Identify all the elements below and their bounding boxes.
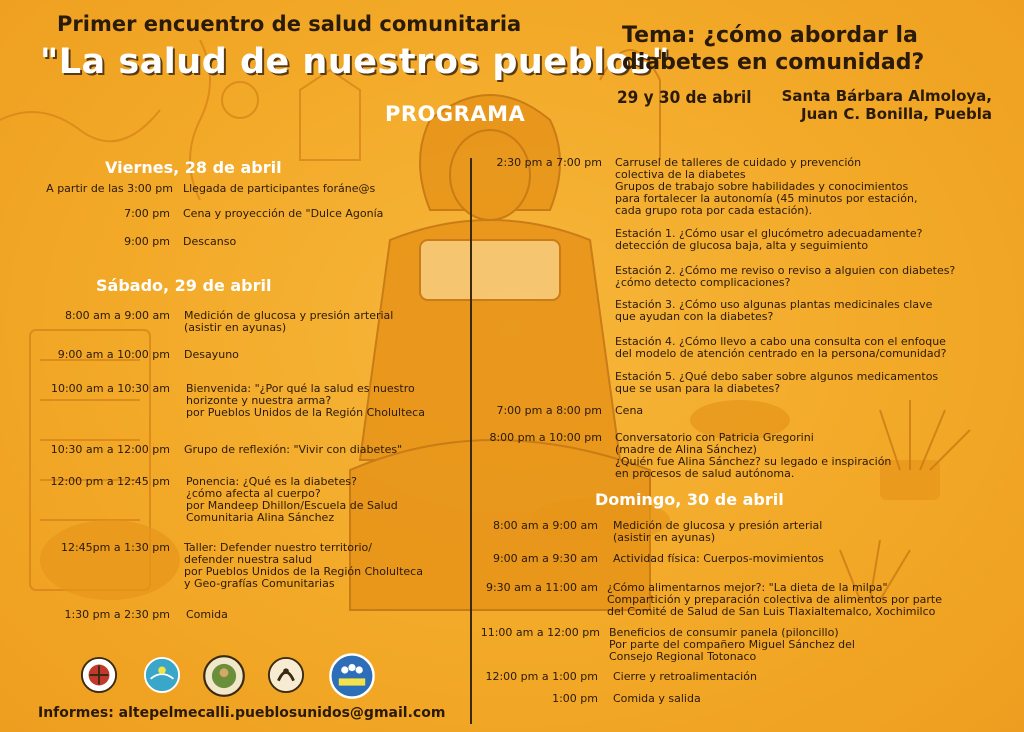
schedule-time: 12:00 pm a 1:00 pm	[485, 670, 598, 683]
schedule-activity: Grupo de reflexión: "Vivir con diabetes"	[184, 443, 403, 456]
schedule-activity: Estación 5. ¿Qué debo saber sobre algunos medicamentos que se usan para la diabetes?	[615, 370, 939, 395]
schedule-time: 9:00 am a 9:30 am	[492, 552, 598, 565]
schedule-time: 9:00 pm	[124, 235, 170, 248]
contact-info: Informes: altepelmecalli.pueblosunidos@gmail.com	[38, 705, 446, 721]
schedule-activity: Comida y salida	[613, 692, 701, 705]
schedule-time: 11:00 am a 12:00 pm	[480, 626, 600, 639]
event-dates: 29 y 30 de abril	[617, 88, 752, 108]
schedule-activity: Estación 1. ¿Cómo usar el glucómetro adecuadamente? detección de glucosa baja, alta y seguimiento	[615, 227, 923, 252]
schedule-time: A partir de las 3:00 pm	[46, 182, 173, 195]
schedule-activity: Ponencia: ¿Qué es la diabetes? ¿cómo afecta al cuerpo? por Mandeep Dhillon/Escuela de Salud Comunitaria Alina Sánchez	[186, 475, 398, 524]
schedule-activity: Cierre y retroalimentación	[613, 670, 757, 683]
pueblos-unidos-logo-icon	[143, 656, 181, 694]
schedule-activity: Estación 2. ¿Cómo me reviso o reviso a alguien con diabetes? ¿cómo detecto complicaciones?	[615, 264, 956, 289]
schedule-time: 2:30 pm a 7:00 pm	[496, 156, 602, 169]
schedule-time: 8:00 am a 9:00 am	[492, 519, 598, 532]
schedule-time: 12:00 pm a 12:45 pm	[50, 475, 170, 488]
schedule-activity: Taller: Defender nuestro territorio/ defender nuestra salud por Pueblos Unidos de la Región Cholulteca y Geo-grafías Comunitarias	[184, 541, 423, 590]
schedule-activity: Beneficios de consumir panela (piloncillo) Por parte del compañero Miguel Sánchez del Consejo Regional Totonaco	[609, 626, 855, 663]
schedule-activity: Cena	[615, 404, 644, 417]
schedule-activity: Medición de glucosa y presión arterial (asistir en ayunas)	[184, 309, 394, 334]
organization-logo-3-icon	[202, 654, 246, 698]
schedule-activity: Conversatorio con Patricia Gregorini (madre de Alina Sánchez) ¿Quién fue Alina Sánchez? su legado e inspiración en procesos de salud autónoma.	[615, 431, 892, 480]
schedule-time: 10:00 am a 10:30 am	[50, 382, 170, 395]
schedule-time: 7:00 pm	[124, 207, 170, 220]
schedule-activity: Comida	[186, 608, 228, 621]
programa-heading: PROGRAMA	[385, 102, 526, 126]
schedule-time: 12:45pm a 1:30 pm	[60, 541, 170, 554]
schedule-time: 1:30 pm a 2:30 pm	[64, 608, 170, 621]
anavi-logo-icon	[328, 652, 376, 700]
schedule-activity: ¿Cómo alimentarnos mejor?: "La dieta de la milpa" Compartición y preparación colectiva de alimentos por parte del Comité de Salud de San Luis Tlaxialtemalco, Xochimilco	[607, 581, 943, 618]
comunitarias-logo-icon	[267, 656, 305, 694]
schedule-activity: Desayuno	[184, 348, 239, 361]
schedule-activity: Bienvenida: "¿Por qué la salud es nuestro horizonte y nuestra arma? por Pueblos Unidos de la Región Cholulteca	[186, 382, 425, 419]
organization-logo-1-icon	[80, 656, 118, 694]
schedule-activity: Medición de glucosa y presión arterial (asistir en ayunas)	[613, 519, 823, 544]
schedule-activity: Estación 3. ¿Cómo uso algunas plantas medicinales clave que ayudan con la diabetes?	[615, 298, 933, 323]
schedule-time: 9:00 am a 10:00 pm	[57, 348, 170, 361]
event-theme: Tema: ¿cómo abordar la diabetes en comunidad?	[622, 23, 925, 75]
schedule-activity: Llegada de participantes foráne@s	[183, 182, 376, 195]
event-location: Santa Bárbara Almoloya, Juan C. Bonilla, Puebla	[781, 87, 992, 123]
event-title: Primer encuentro de salud comunitaria	[57, 12, 522, 36]
schedule-time: 7:00 pm a 8:00 pm	[496, 404, 602, 417]
day-heading-viernes: Viernes, 28 de abril	[105, 158, 282, 177]
schedule-activity: Estación 4. ¿Cómo llevo a cabo una consulta con el enfoque del modelo de atención centrado en la persona/comunidad?	[615, 335, 947, 360]
day-heading-domingo: Domingo, 30 de abril	[595, 490, 784, 509]
schedule-time: 9:30 am a 11:00 am	[485, 581, 598, 594]
day-heading-sabado: Sábado, 29 de abril	[96, 276, 272, 295]
schedule-time: 8:00 am a 9:00 am	[64, 309, 170, 322]
schedule-activity: Cena y proyección de "Dulce Agonía	[183, 207, 384, 220]
schedule-activity: Carrusel de talleres de cuidado y prevención colectiva de la diabetes Grupos de trabajo sobre habilidades y conocimientos para fortalecer la autonomía (45 minutos por estación, cada grupo rota por cada estación).	[615, 156, 918, 217]
schedule-time: 1:00 pm	[552, 692, 598, 705]
schedule-activity: Actividad física: Cuerpos-movimientos	[613, 552, 824, 565]
event-slogan: "La salud de nuestros pueblos"	[40, 42, 671, 82]
schedule-time: 8:00 pm a 10:00 pm	[489, 431, 602, 444]
schedule-activity: Descanso	[183, 235, 237, 248]
schedule-time: 10:30 am a 12:00 pm	[50, 443, 170, 456]
